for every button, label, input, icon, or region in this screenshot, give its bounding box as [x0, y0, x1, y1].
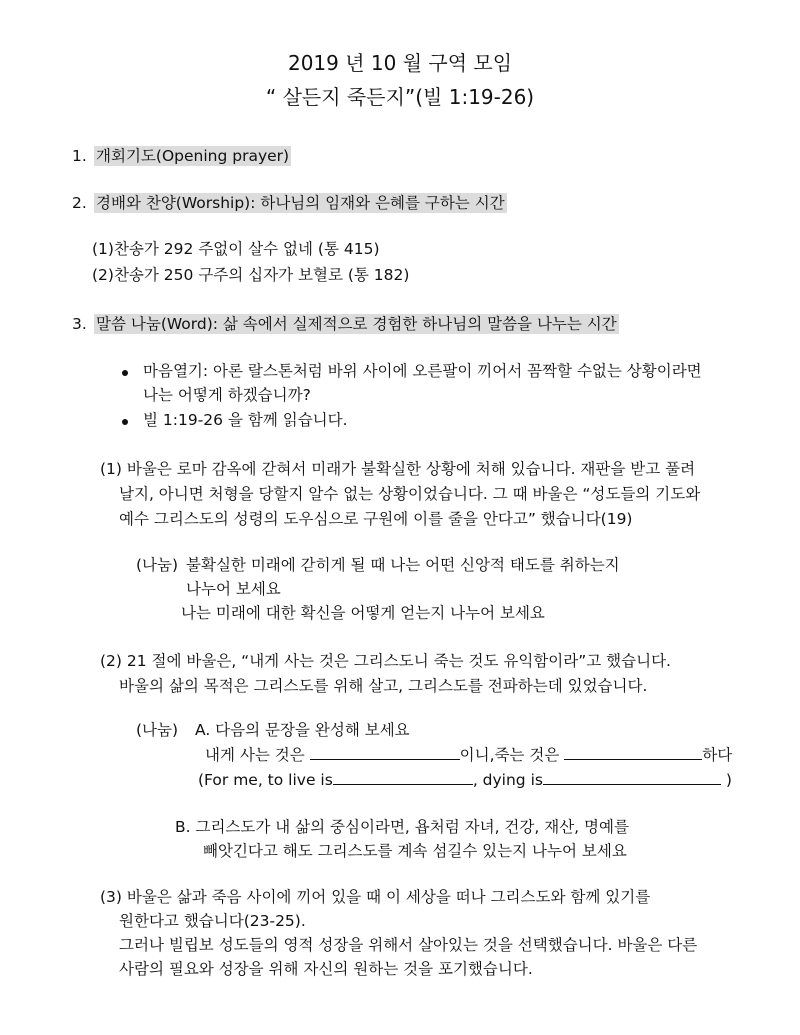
answer-blank[interactable] [333, 770, 473, 785]
bullet-icon [122, 419, 128, 425]
question-3-line: 원한다고 했습니다(23-25). [119, 912, 306, 930]
section-3-heading: 말씀 나눔(Word): 삶 속에서 실제적으로 경험한 하나님의 말씀을 나누는 시간 [96, 315, 617, 333]
fill-in-english [198, 770, 732, 790]
bullet-item: 빌 1:19-26 을 함께 읽습니다. [143, 411, 348, 429]
bullet-item-continued: 나는 어떻게 하겠습니까? [143, 386, 311, 404]
answer-blank[interactable] [543, 770, 721, 785]
fill-text: , dying is [472, 771, 543, 789]
share-label: (나눔) [136, 721, 179, 739]
section-1-heading: 개회기도(Opening prayer) [96, 147, 290, 165]
fill-text: 내게 사는 것은 [205, 746, 310, 764]
question-3-line: 그러나 빌립보 성도들의 영적 성장을 위해서 살아있는 것을 선택했습니다. 바울은 다른 [119, 936, 698, 954]
question-1-line: 예수 그리스도의 성령의 도우심으로 구원에 이를 줄을 안다고” 했습니다(19) [119, 510, 633, 528]
fill-text: 하다 [702, 746, 733, 764]
bullet-item: 마음열기: 아론 랄스톤처럼 바위 사이에 오른팔이 끼어서 꼼짝할 수없는 상황이라면 [143, 362, 702, 380]
page-title: 2019 년 10 월 구역 모임 [287, 51, 513, 75]
question-3-line: 사람의 필요와 성장을 위해 자신의 원하는 것을 포기했습니다. [119, 960, 533, 978]
bullet-icon [122, 370, 128, 376]
fill-text: 이니,죽는 것은 [459, 746, 565, 764]
hymn-item: (2)찬송가 250 구주의 십자가 보혈로 (통 182) [92, 266, 410, 284]
share-line: 나누어 보세요 [186, 580, 281, 598]
answer-blank[interactable] [310, 745, 460, 760]
fill-in-korean [205, 745, 732, 765]
section-2-heading: 경배와 찬양(Worship): 하나님의 임재와 은혜를 구하는 시간 [96, 194, 505, 212]
section-1-number: 1. [72, 147, 87, 165]
question-1-line: 날지, 아니면 처형을 당할지 알수 없는 상황이었습니다. 그 때 바울은 “성도들의 기도와 [119, 485, 701, 503]
exercise-b-line: 빼앗긴다고 해도 그리스도를 계속 섬길수 있는지 나누어 보세요 [203, 842, 627, 860]
share-line: 불확실한 미래에 갇히게 될 때 나는 어떤 신앙적 태도를 취하는지 [186, 556, 620, 574]
exercise-b-line: B. 그리스도가 내 삶의 중심이라면, 욥처럼 자녀, 건강, 재산, 명예를 [175, 818, 629, 836]
share-line: 나는 미래에 대한 확신을 어떻게 얻는지 나누어 보세요 [181, 604, 545, 622]
hymn-item: (1)찬송가 292 주없이 살수 없네 (통 415) [92, 240, 380, 258]
share-label: (나눔) [136, 556, 179, 574]
page-subtitle: “ 살든지 죽든지”(빌 1:19-26) [265, 85, 535, 109]
fill-text: (For me, to live is [198, 771, 333, 789]
fill-text: ) [720, 771, 732, 789]
question-2-line: (2) 21 절에 바울은, “내게 사는 것은 그리스도니 죽는 것도 유익함이라”고 했습니다. [100, 652, 671, 670]
section-2-number: 2. [72, 194, 87, 212]
answer-blank[interactable] [564, 745, 702, 760]
exercise-a-heading: A. 다음의 문장을 완성해 보세요 [195, 721, 410, 739]
question-2-line: 바울의 삶의 목적은 그리스도를 위해 살고, 그리스도를 전파하는데 있었습니다. [119, 677, 648, 695]
question-3-line: (3) 바울은 삶과 죽음 사이에 끼어 있을 때 이 세상을 떠나 그리스도와 함께 있기를 [100, 888, 651, 906]
section-3-number: 3. [72, 315, 87, 333]
question-1-line: (1) 바울은 로마 감옥에 갇혀서 미래가 불확실한 상황에 처해 있습니다. 재판을 받고 풀려 [100, 460, 696, 478]
